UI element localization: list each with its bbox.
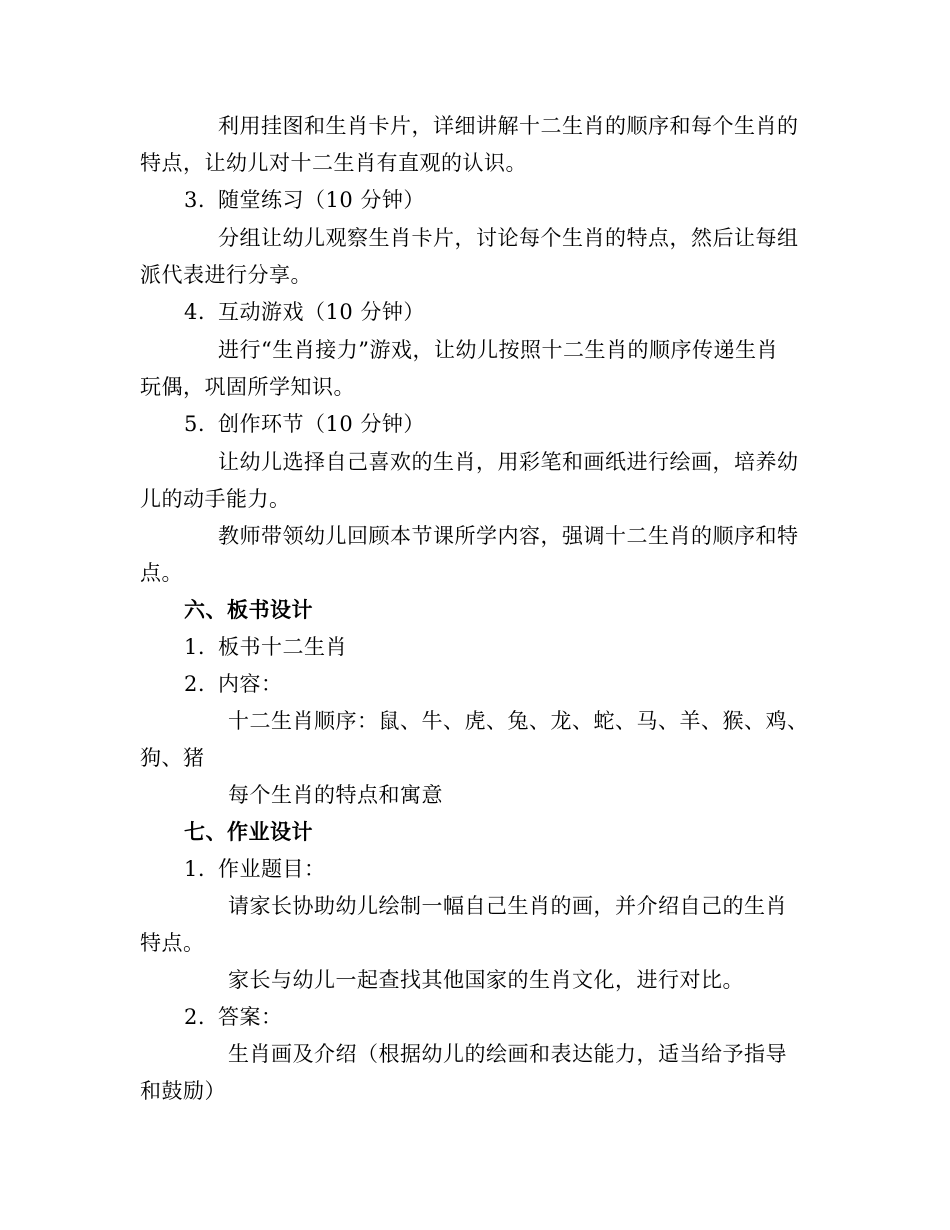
paragraph-line: 点。 xyxy=(140,561,183,585)
list-item-number: 1. xyxy=(184,857,206,881)
paragraph-line: 十二生肖顺序：鼠、牛、虎、兔、龙、蛇、马、羊、猴、鸡、 xyxy=(228,709,809,733)
list-item-title: 互动游戏（10 分钟） xyxy=(218,300,425,324)
list-item-number: 1. xyxy=(184,635,206,659)
list-item-number: 2. xyxy=(184,672,206,696)
paragraph-line: 进行“生肖接力”游戏，让幼儿按照十二生肖的顺序传递生肖 xyxy=(218,338,778,362)
paragraph-line: 和鼓励） xyxy=(140,1079,226,1103)
list-item-number: 2. xyxy=(184,1005,206,1029)
paragraph-line: 利用挂图和生肖卡片，详细讲解十二生肖的顺序和每个生肖的 xyxy=(218,114,799,138)
paragraph-line: 派代表进行分享。 xyxy=(140,263,312,287)
paragraph-line: 每个生肖的特点和寓意 xyxy=(228,783,443,807)
paragraph-line: 玩偶，巩固所学知识。 xyxy=(140,375,355,399)
paragraph-line: 让幼儿选择自己喜欢的生肖，用彩笔和画纸进行绘画，培养幼 xyxy=(218,450,799,474)
list-item-title: 创作环节（10 分钟） xyxy=(218,412,425,436)
paragraph-line: 特点，让幼儿对十二生肖有直观的认识。 xyxy=(140,151,527,175)
section-heading: 六、板书设计 xyxy=(184,598,313,622)
list-item-number: 5. xyxy=(184,412,206,436)
paragraph-line: 特点。 xyxy=(140,931,205,955)
list-item-number: 3. xyxy=(184,188,206,212)
list-item xyxy=(184,188,425,212)
list-item xyxy=(184,857,326,881)
paragraph-line: 家长与幼儿一起查找其他国家的生肖文化，进行对比。 xyxy=(228,968,744,992)
list-item-title: 随堂练习（10 分钟） xyxy=(218,188,425,212)
paragraph-line: 狗、猪 xyxy=(140,746,205,770)
paragraph-line: 请家长协助幼儿绘制一幅自己生肖的画，并介绍自己的生肖 xyxy=(228,894,787,918)
list-item xyxy=(184,1005,283,1029)
paragraph-line: 分组让幼儿观察生肖卡片，讨论每个生肖的特点，然后让每组 xyxy=(218,226,799,250)
list-item xyxy=(184,412,425,436)
list-item xyxy=(184,635,347,659)
list-item-number: 4. xyxy=(184,300,206,324)
list-item xyxy=(184,672,283,696)
paragraph-line: 生肖画及介绍（根据幼儿的绘画和表达能力，适当给予指导 xyxy=(228,1042,787,1066)
paragraph-line: 教师带领幼儿回顾本节课所学内容，强调十二生肖的顺序和特 xyxy=(218,524,799,548)
list-item xyxy=(184,300,425,324)
list-item-text: 作业题目： xyxy=(218,857,326,881)
list-item-text: 答案： xyxy=(218,1005,283,1029)
section-heading: 七、作业设计 xyxy=(184,820,313,844)
list-item-text: 板书十二生肖 xyxy=(218,635,347,659)
paragraph-line: 儿的动手能力。 xyxy=(140,487,291,511)
list-item-text: 内容： xyxy=(218,672,283,696)
